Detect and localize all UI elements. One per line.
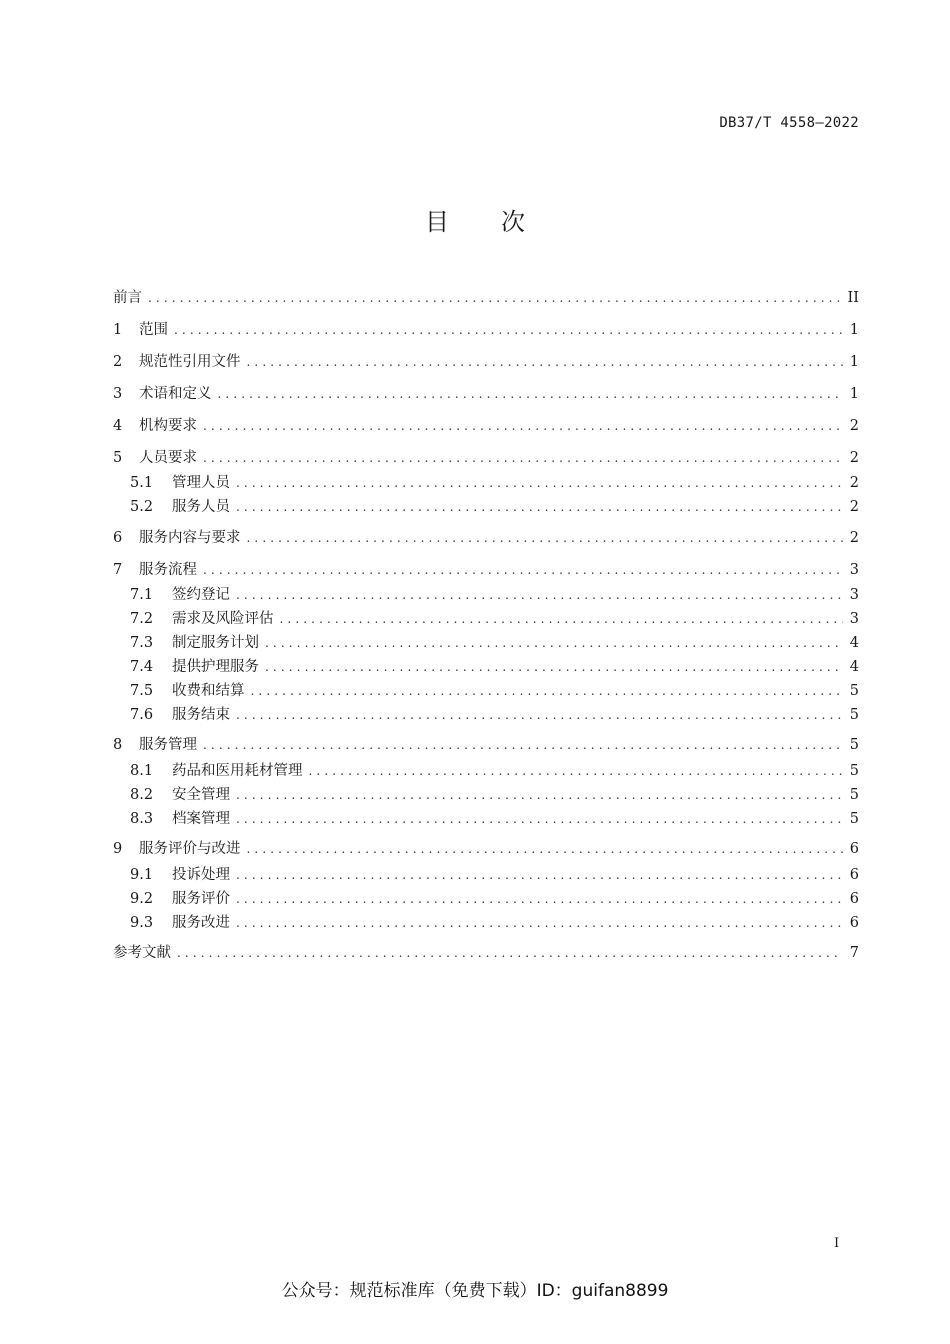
- toc-number: 8.3: [130, 811, 154, 827]
- standard-code: DB37/T 4558—2022: [719, 115, 859, 131]
- toc-number: 9: [113, 841, 123, 857]
- toc-entry-7-2[interactable]: [130, 608, 859, 630]
- toc-page: 2: [849, 418, 859, 434]
- toc-entry-8[interactable]: [113, 734, 859, 756]
- toc-leader: [261, 656, 843, 678]
- toc-entry-5-2[interactable]: [130, 496, 859, 518]
- toc-page: 2: [849, 530, 859, 546]
- toc-page: 2: [849, 499, 859, 515]
- footer-note: 公众号：规范标准库（免费下载）ID：guifan8899: [281, 1281, 669, 1301]
- toc-number: 7.3: [130, 635, 154, 651]
- toc-entry-1[interactable]: [113, 319, 859, 341]
- toc-label: 投诉处理: [172, 867, 230, 883]
- toc-label: 范围: [139, 322, 168, 338]
- toc-page: 4: [849, 635, 859, 651]
- toc-leader: [144, 287, 843, 309]
- toc-entry-foreword[interactable]: [113, 287, 859, 309]
- toc-label: 管理人员: [172, 475, 230, 491]
- toc-entry-9-3[interactable]: [130, 912, 859, 934]
- toc-label: 制定服务计划: [172, 635, 259, 651]
- toc-page: 3: [849, 611, 859, 627]
- toc-leader: [261, 632, 843, 654]
- toc-number: 7.6: [130, 707, 154, 723]
- toc-label: 签约登记: [172, 587, 230, 603]
- toc-label: 前言: [113, 290, 142, 306]
- toc-label: 参考文献: [113, 945, 171, 961]
- toc-number: 1: [113, 322, 123, 338]
- toc-number: 7.1: [130, 587, 154, 603]
- toc-leader: [232, 704, 843, 726]
- page-title: [0, 202, 950, 237]
- toc-leader: [170, 319, 843, 341]
- toc-label: 术语和定义: [139, 386, 212, 402]
- toc-page: 6: [849, 841, 859, 857]
- toc-entry-9-1[interactable]: [130, 864, 859, 886]
- toc-number: 8.2: [130, 787, 154, 803]
- toc-number: 9.1: [130, 867, 154, 883]
- toc-page: 5: [849, 683, 859, 699]
- toc-entry-5-1[interactable]: [130, 472, 859, 494]
- toc-label: 收费和结算: [172, 683, 245, 699]
- toc-page: 4: [849, 659, 859, 675]
- toc-entry-7-3[interactable]: [130, 632, 859, 654]
- toc-entry-7-6[interactable]: [130, 704, 859, 726]
- toc-number: 9.2: [130, 891, 154, 907]
- toc-number: 7.5: [130, 683, 154, 699]
- toc-label: 档案管理: [172, 811, 230, 827]
- toc-entry-7-1[interactable]: [130, 584, 859, 606]
- toc-label: 提供护理服务: [172, 659, 259, 675]
- toc-page: 2: [849, 450, 859, 466]
- toc-entry-7-4[interactable]: [130, 656, 859, 678]
- toc-number: 7.2: [130, 611, 154, 627]
- toc-leader: [232, 472, 843, 494]
- toc-leader: [232, 496, 843, 518]
- toc-entry-7-5[interactable]: [130, 680, 859, 702]
- toc-label: 人员要求: [139, 450, 197, 466]
- toc-label: 服务人员: [172, 499, 230, 515]
- toc-leader: [232, 912, 843, 934]
- toc-leader: [232, 784, 843, 806]
- toc-number: 8: [113, 737, 123, 753]
- toc-page: 1: [849, 386, 859, 402]
- toc-number: 5.1: [130, 475, 154, 491]
- toc-page: 7: [849, 945, 859, 961]
- toc-label: 服务评价与改进: [139, 841, 241, 857]
- toc-label: 需求及风险评估: [172, 611, 274, 627]
- toc-number: 8.1: [130, 763, 154, 779]
- toc-label: 规范性引用文件: [139, 354, 241, 370]
- toc-page: 5: [849, 763, 859, 779]
- toc-page: 6: [849, 915, 859, 931]
- toc-page: 2: [849, 475, 859, 491]
- toc-page: II: [847, 290, 859, 306]
- toc-entry-9-2[interactable]: [130, 888, 859, 910]
- toc-leader: [243, 351, 844, 373]
- toc-label: 服务结束: [172, 707, 230, 723]
- toc-leader: [199, 734, 843, 756]
- toc-number: 9.3: [130, 915, 154, 931]
- toc-number: 3: [113, 386, 123, 402]
- toc-leader: [243, 527, 844, 549]
- toc-label: 服务管理: [139, 737, 197, 753]
- toc-page: 1: [849, 322, 859, 338]
- toc-leader: [276, 608, 844, 630]
- toc-leader: [232, 864, 843, 886]
- toc-page: 3: [849, 562, 859, 578]
- toc-leader: [232, 584, 843, 606]
- toc-leader: [199, 447, 843, 469]
- toc-entry-7[interactable]: [113, 559, 859, 581]
- toc-number: 7: [113, 562, 123, 578]
- toc-leader: [199, 415, 843, 437]
- toc-label: 药品和医用耗材管理: [172, 763, 303, 779]
- toc-entry-2[interactable]: [113, 351, 859, 373]
- toc-number: 7.4: [130, 659, 154, 675]
- toc-label: 服务流程: [139, 562, 197, 578]
- toc-entry-6[interactable]: [113, 527, 859, 549]
- toc-label: 服务内容与要求: [139, 530, 241, 546]
- toc-entry-9[interactable]: [113, 838, 859, 860]
- toc-page: 6: [849, 891, 859, 907]
- toc-page: 1: [849, 354, 859, 370]
- toc-number: 2: [113, 354, 123, 370]
- toc-leader: [247, 680, 844, 702]
- toc-entry-4[interactable]: [113, 415, 859, 437]
- toc-number: 6: [113, 530, 123, 546]
- toc-leader: [173, 942, 843, 964]
- toc-leader: [214, 383, 844, 405]
- toc-leader: [232, 808, 843, 830]
- toc-label: 机构要求: [139, 418, 197, 434]
- toc-leader: [243, 838, 844, 860]
- toc-number: 5: [113, 450, 123, 466]
- toc-page: 5: [849, 787, 859, 803]
- toc-label: 安全管理: [172, 787, 230, 803]
- title-char-1: 目: [425, 208, 449, 236]
- toc-page: 5: [849, 811, 859, 827]
- toc-page: 5: [849, 707, 859, 723]
- toc-page: 3: [849, 587, 859, 603]
- toc-page: 5: [849, 737, 859, 753]
- toc-leader: [199, 559, 843, 581]
- toc-entry-references[interactable]: [113, 942, 859, 964]
- toc-page: 6: [849, 867, 859, 883]
- toc-label: 服务评价: [172, 891, 230, 907]
- title-char-2: 次: [501, 208, 525, 236]
- toc-entry-8-2[interactable]: [130, 784, 859, 806]
- toc-leader: [232, 888, 843, 910]
- toc-entry-3[interactable]: [113, 383, 859, 405]
- toc-number: 5.2: [130, 499, 154, 515]
- toc-entry-5[interactable]: [113, 447, 859, 469]
- toc-number: 4: [113, 418, 123, 434]
- toc-leader: [305, 760, 844, 782]
- page-number: I: [834, 1236, 840, 1251]
- toc-label: 服务改进: [172, 915, 230, 931]
- toc-entry-8-3[interactable]: [130, 808, 859, 830]
- toc-entry-8-1[interactable]: [130, 760, 859, 782]
